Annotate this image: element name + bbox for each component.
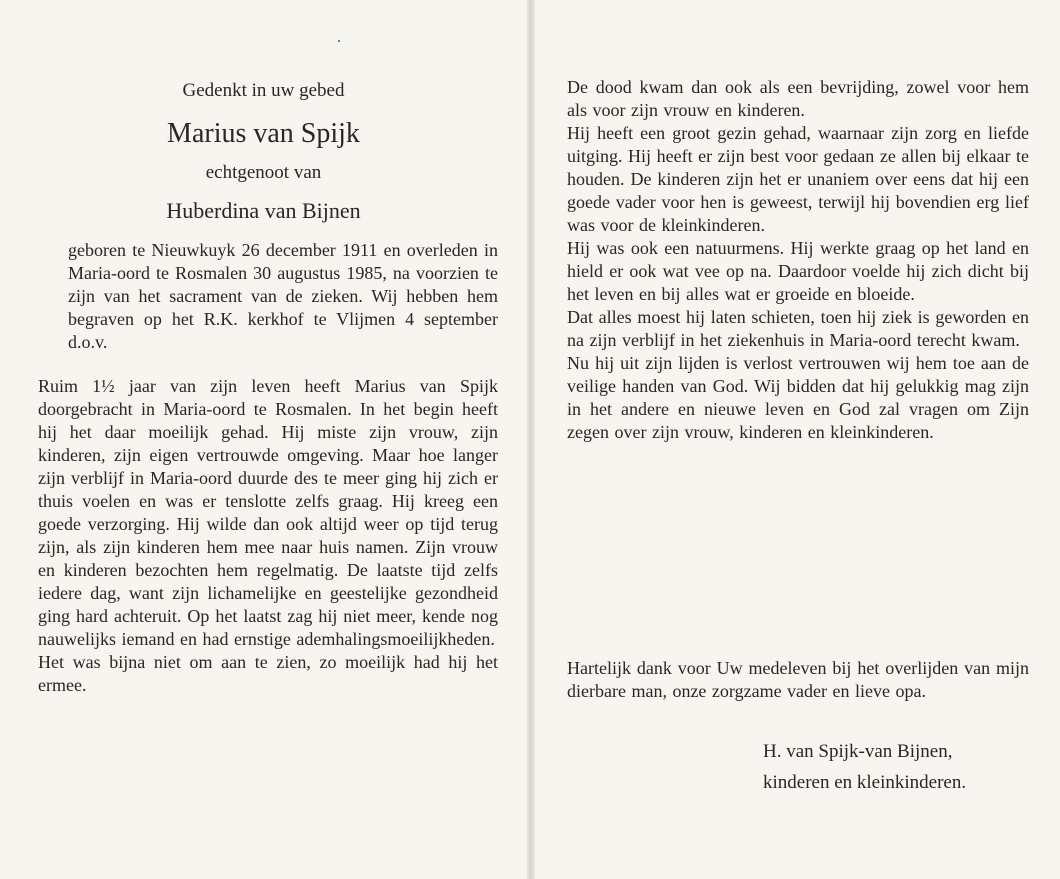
deceased-name: Marius van Spijk: [167, 118, 360, 149]
life-paragraph: Ruim 1½ jaar van zijn leven heeft Marius van Spijk doorgebracht in Maria-oord te Rosmalen. In het begin heeft hij het daar moeilijk gehad. Hij miste zijn vrouw, zijn kinderen, zijn eigen vertrouwde omgeving. Maar hoe langer zijn verblijf in Maria-oord duurde des te meer ging hij zich er thuis voelen en was er tenslotte zelfs graag. Hij kreeg een goede verzorging. Hij wilde dan ook altijd weer op tijd terug zijn, als zijn kinderen hem mee naar huis namen. Zijn vrouw en kinderen bezochten hem regelmatig. De laatste tijd zelfs iedere dag, want zijn lichamelijke en geestelijke gezondheid ging hard achteruit. Op het laatst zag hij niet meer, kende nog nauwelijks iemand en had ernstige ademhalingsmoeilijkheden.: [38, 376, 498, 649]
life-paragraph-end: Het was bijna niet om aan te zien, zo moeilijk had hij het ermee.: [38, 652, 498, 695]
card-fold: [527, 0, 535, 879]
intro-line: Gedenkt in uw gebed: [182, 80, 345, 101]
reflection-paragraph-4: Dat alles moest hij laten schieten, toen hij ziek is geworden en na zijn verblijf in het ziekenhuis in Maria-oord terecht kwam.: [567, 307, 1029, 350]
reflection-paragraph-3: Hij was ook een natuurmens. Hij werkte graag op het land en hield er ook wat vee op na. Daardoor voelde hij zich dicht bij het leven en bij alles wat er groeide en bloeide.: [567, 238, 1029, 304]
signature-line-2: kinderen en kleinkinderen.: [763, 772, 967, 793]
reflection-paragraph-2: Hij heeft een groot gezin gehad, waarnaar zijn zorg en liefde uitging. Hij heeft er zijn best voor gedaan ze allen bij elkaar te houden. De kinderen zijn het er unaniem over eens dat hij een goede vader voor hen is geweest, terwijl hij bovendien erg lief was voor de kleinkinderen.: [567, 123, 1029, 235]
reflection-paragraph-5: Nu hij uit zijn lijden is verlost vertrouwen wij hem toe aan de veilige handen van God. Wij bidden dat hij gelukkig mag zijn in het andere en nieuwe leven en God zal vragen om Zijn zegen over zijn vrouw, kinderen en kleinkinderen.: [567, 353, 1029, 442]
reflection-text: [567, 76, 1029, 444]
left-page: [0, 0, 527, 879]
life-story: [38, 375, 498, 697]
reflection-paragraph-1: De dood kwam dan ook als een bevrijding, zowel voor hem als voor zijn vrouw en kinderen.: [567, 77, 1029, 120]
right-page: [535, 0, 1060, 879]
speck: [338, 40, 340, 42]
signature-line-1: H. van Spijk-van Bijnen,: [763, 741, 953, 762]
birth-death-paragraph: geboren te Nieuwkuyk 26 december 1911 en overleden in Maria-oord te Rosmalen 30 augustus 1985, na voorzien te zijn van het sacrament van de zieken. Wij hebben hem begraven op het R.K. kerkhof te Vlijmen 4 september d.o.v.: [68, 240, 498, 352]
spouse-name: Huberdina van Bijnen: [166, 198, 361, 223]
spouse-label: echtgenoot van: [205, 162, 322, 183]
thanks-paragraph: Hartelijk dank voor Uw medeleven bij het overlijden van mijn dierbare man, onze zorgzame vader en lieve opa.: [567, 658, 1029, 701]
